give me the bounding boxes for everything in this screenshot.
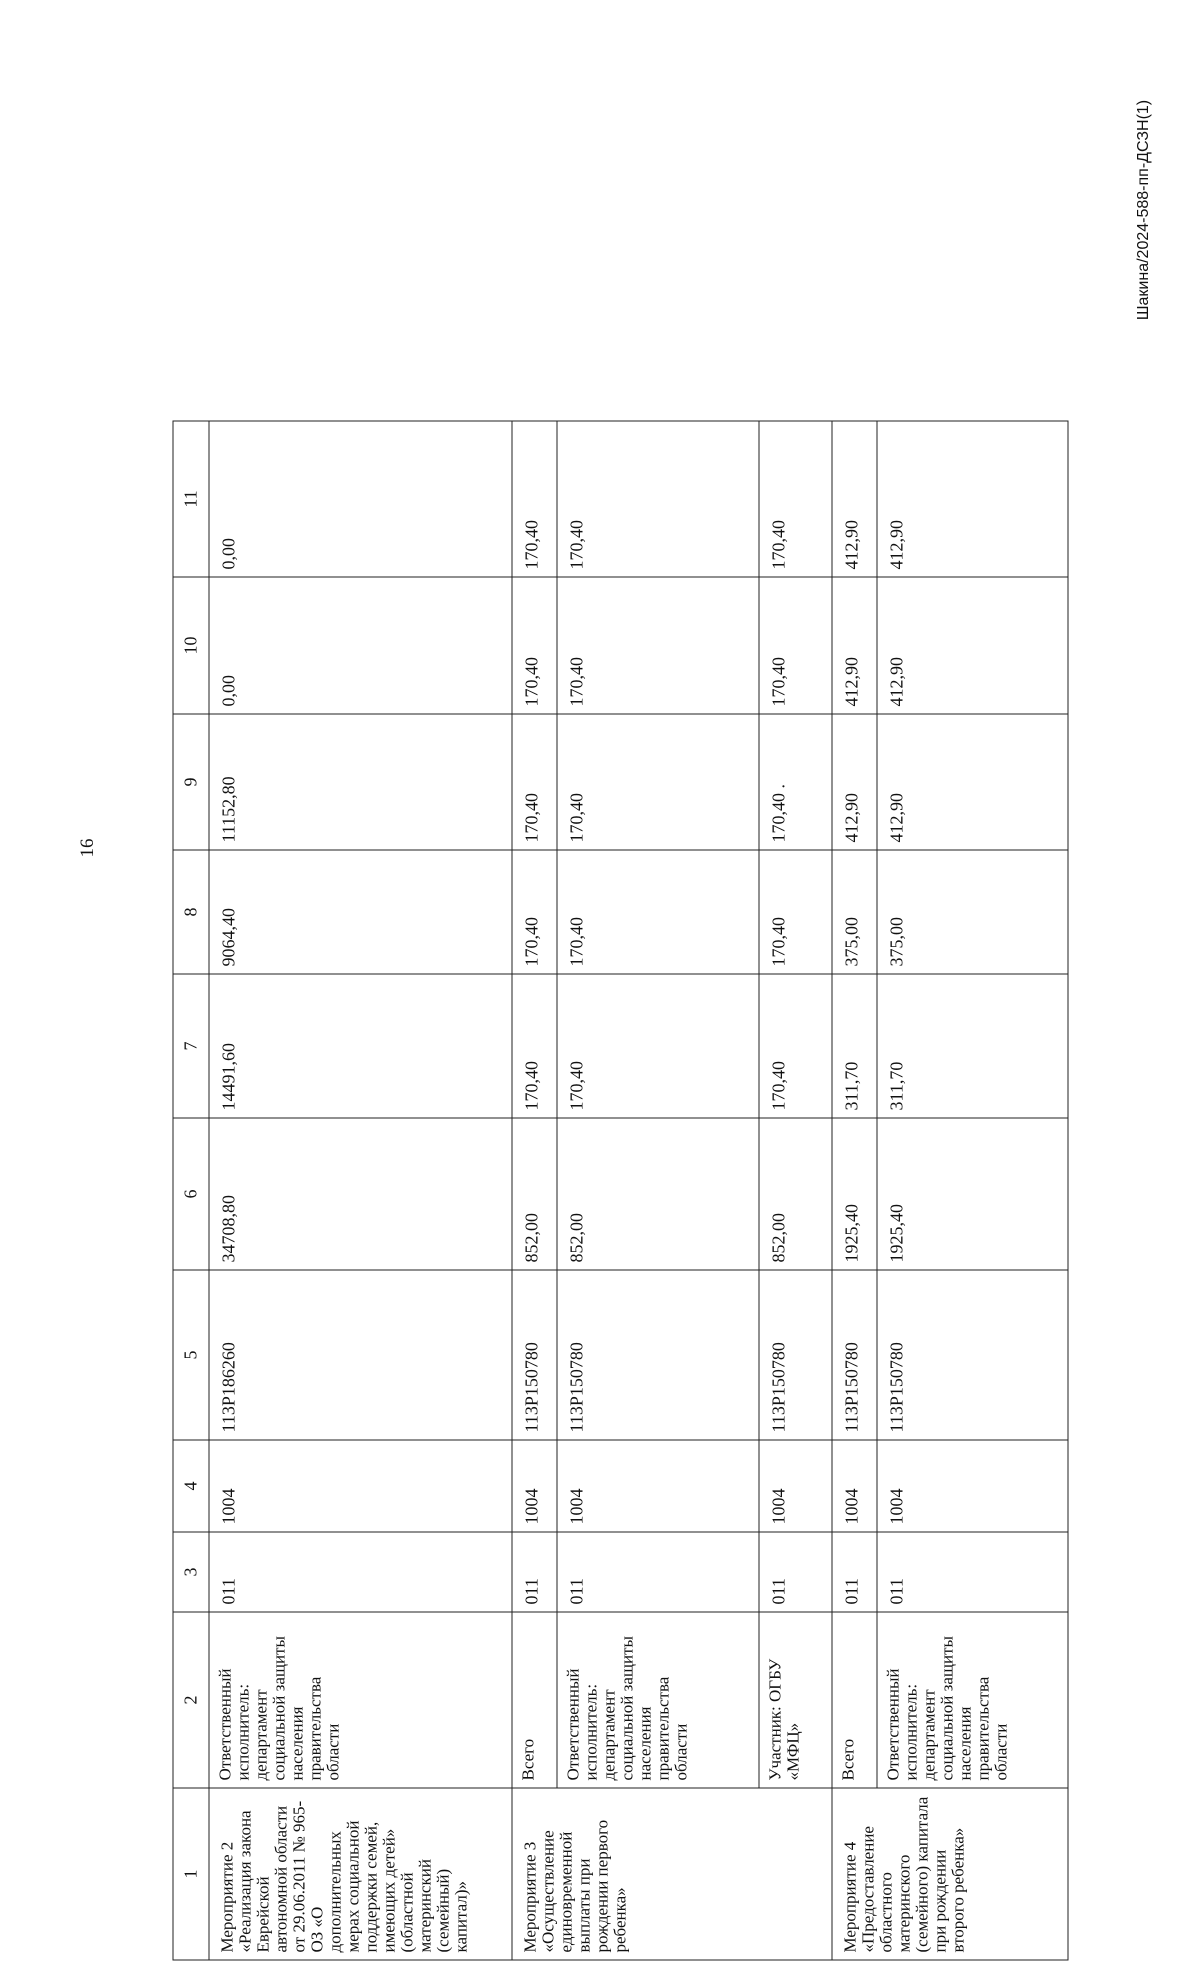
amount-cell: 0,00 xyxy=(209,421,512,577)
amount-cell: 170,40 xyxy=(557,577,759,714)
amount-cell: 9064,40 xyxy=(209,850,512,974)
executor-cell: Всего xyxy=(512,1612,557,1788)
grbs-cell: 011 xyxy=(557,1532,759,1612)
executor-cell: Участник: ОГБУ «МФЦ» xyxy=(759,1612,832,1788)
amount-cell: 170,40 xyxy=(759,421,832,577)
event-name-cell: Мероприятие 3 «Осуществление единовременной выплаты при рождении первого ребенка» xyxy=(512,1788,832,1960)
rzpr-cell: 1004 xyxy=(832,1440,877,1532)
amount-cell: 412,90 xyxy=(832,714,877,850)
amount-cell: 412,90 xyxy=(877,421,1068,577)
rzpr-cell: 1004 xyxy=(557,1440,759,1532)
total-cell: 1925,40 xyxy=(832,1118,877,1270)
csr-cell: 113Р150780 xyxy=(877,1270,1068,1440)
amount-cell: 170,40 xyxy=(557,974,759,1118)
grbs-cell: 011 xyxy=(512,1532,557,1612)
grbs-cell: 011 xyxy=(209,1532,512,1612)
amount-cell: 170,40 xyxy=(557,421,759,577)
amount-cell: 170,40 xyxy=(512,714,557,850)
amount-cell: 170,40 xyxy=(512,421,557,577)
table-row xyxy=(209,421,512,1960)
document-code: Шакина/2024-588-пп-ДСЗН(1) xyxy=(1135,99,1152,321)
csr-cell: 113Р150780 xyxy=(832,1270,877,1440)
event-name-cell: Мероприятие 2 «Реализация закона Еврейской автономной области от 29.06.2011 № 965-ОЗ «О дополнительных мерах социальной поддержки семей, имеющих детей» (областной материнский (семейный) капитал)» xyxy=(209,1788,512,1960)
amount-cell: 412,90 xyxy=(877,714,1068,850)
amount-cell: 412,90 xyxy=(832,421,877,577)
csr-cell: 113Р150780 xyxy=(759,1270,832,1440)
amount-cell: 170,40 xyxy=(512,850,557,974)
executor-cell: Ответственный исполнитель: департамент социальной защиты населения правительства области xyxy=(557,1612,759,1788)
csr-cell: 113Р150780 xyxy=(512,1270,557,1440)
rzpr-cell: 1004 xyxy=(759,1440,832,1532)
grbs-cell: 011 xyxy=(832,1532,877,1612)
csr-cell: 113Р150780 xyxy=(557,1270,759,1440)
amount-cell: 0,00 xyxy=(209,577,512,714)
rzpr-cell: 1004 xyxy=(877,1440,1068,1532)
amount-cell: 311,70 xyxy=(877,974,1068,1118)
total-cell: 852,00 xyxy=(557,1118,759,1270)
column-header: 10 xyxy=(173,577,209,714)
amount-cell: 375,00 xyxy=(877,850,1068,974)
total-cell: 852,00 xyxy=(512,1118,557,1270)
column-header: 4 xyxy=(173,1440,209,1532)
column-header: 2 xyxy=(173,1612,209,1788)
column-header: 1 xyxy=(173,1788,209,1960)
table-row xyxy=(557,421,759,1960)
amount-cell: 412,90 xyxy=(832,577,877,714)
table-row xyxy=(759,421,832,1960)
table-container xyxy=(173,422,1069,1961)
table-row xyxy=(512,421,557,1960)
amount-cell: 311,70 xyxy=(832,974,877,1118)
table-row xyxy=(832,421,877,1960)
executor-cell: Всего xyxy=(832,1612,877,1788)
amount-cell: 14491,60 xyxy=(209,974,512,1118)
column-header: 9 xyxy=(173,714,209,850)
total-cell: 852,00 xyxy=(759,1118,832,1270)
total-cell: 1925,40 xyxy=(877,1118,1068,1270)
column-header: 5 xyxy=(173,1270,209,1440)
amount-cell: 170,40 xyxy=(759,577,832,714)
table-row xyxy=(877,421,1068,1960)
amount-cell: 170,40 . xyxy=(759,714,832,850)
column-header: 8 xyxy=(173,850,209,974)
funding-table xyxy=(173,421,1069,1961)
executor-cell: Ответственный исполнитель: департамент социальной защиты населения правительства области xyxy=(877,1612,1068,1788)
csr-cell: 113Р186260 xyxy=(209,1270,512,1440)
executor-cell: Ответственный исполнитель: департамент социальной защиты населения правительства области xyxy=(209,1612,512,1788)
amount-cell: 170,40 xyxy=(557,714,759,850)
column-header: 7 xyxy=(173,974,209,1118)
header-row xyxy=(173,421,209,1960)
page-number: 16 xyxy=(77,838,98,858)
grbs-cell: 011 xyxy=(877,1532,1068,1612)
event-name-cell: Мероприятие 4 «Предоставление областного материнского (семейного) капитала при рождении второго ребенка» xyxy=(832,1788,1068,1960)
amount-cell: 375,00 xyxy=(832,850,877,974)
amount-cell: 170,40 xyxy=(557,850,759,974)
column-header: 11 xyxy=(173,421,209,577)
amount-cell: 170,40 xyxy=(759,850,832,974)
total-cell: 34708,80 xyxy=(209,1118,512,1270)
rzpr-cell: 1004 xyxy=(209,1440,512,1532)
column-header: 6 xyxy=(173,1118,209,1270)
column-header: 3 xyxy=(173,1532,209,1612)
rzpr-cell: 1004 xyxy=(512,1440,557,1532)
amount-cell: 412,90 xyxy=(877,577,1068,714)
amount-cell: 170,40 xyxy=(512,577,557,714)
amount-cell: 11152,80 xyxy=(209,714,512,850)
amount-cell: 170,40 xyxy=(512,974,557,1118)
grbs-cell: 011 xyxy=(759,1532,832,1612)
amount-cell: 170,40 xyxy=(759,974,832,1118)
